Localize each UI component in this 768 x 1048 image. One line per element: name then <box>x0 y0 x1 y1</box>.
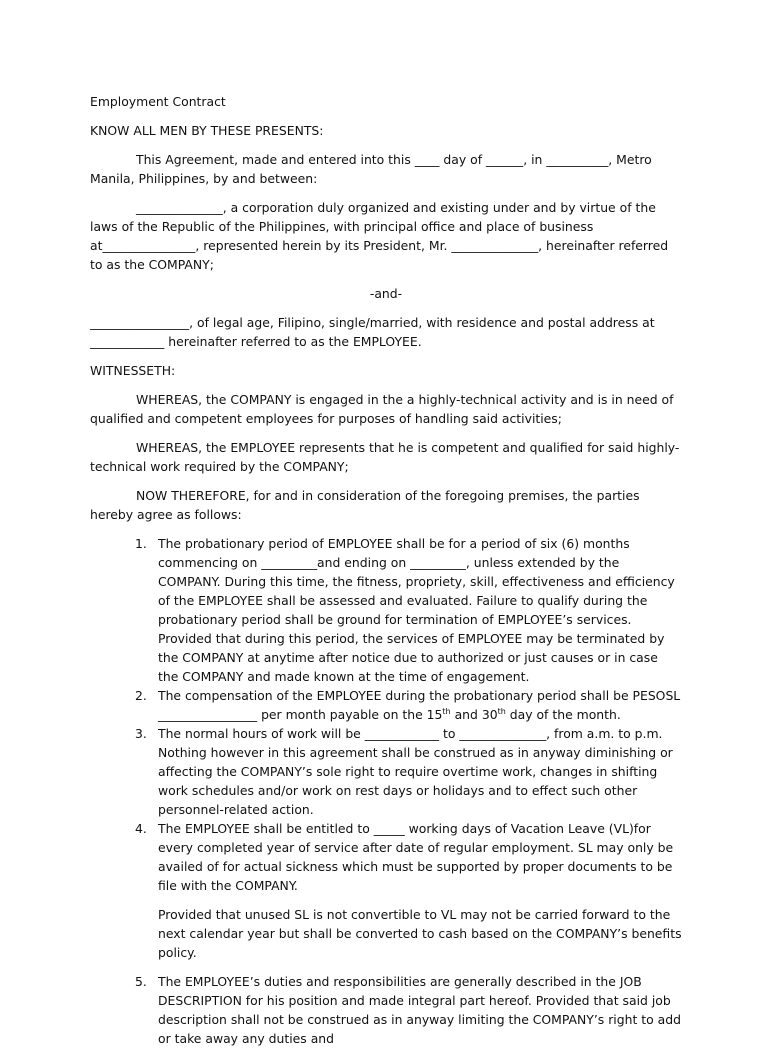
and-separator: -and- <box>369 286 403 301</box>
clause-text: The normal hours of work will be ____________ to ______________, from a.m. to p.m. Nothing however in this agreement shall be construed as in anyway diminishing or affecting the COMPANY’s sole right to require overtime work, changes in shifting work schedules and/or work on rest days or holidays and to effect such other personnel-related action. <box>158 726 673 817</box>
whereas-paragraph-2: WHEREAS, the EMPLOYEE represents that he is competent and qualified for said highly-technical work required by the COMPANY; <box>90 440 680 474</box>
clause-text <box>158 688 680 722</box>
clause-item-3 <box>90 724 682 819</box>
clause-number: 1. <box>135 536 147 551</box>
clause-item-1 <box>90 534 682 686</box>
clause-text-part: The compensation of the EMPLOYEE during the probationary period shall be PESOSL ________________ per month payable on the 15 <box>158 688 681 722</box>
clause-list-continued <box>90 972 682 1048</box>
clause-number: 2. <box>135 688 147 703</box>
clause-number: 4. <box>135 821 147 836</box>
whereas-paragraph-1: WHEREAS, the COMPANY is engaged in the a highly-technical activity and is in need of qualified and competent employees for purposes of handling said activities; <box>90 392 674 426</box>
clause-text: The EMPLOYEE’s duties and responsibilities are generally described in the JOB DESCRIPTION for his position and made integral part hereof. Provided that said job description shall not be construed as in anyway limiting the COMPANY’s right to add or take away any duties and <box>158 974 681 1046</box>
clause-item-2 <box>90 686 682 724</box>
agreement-paragraph: This Agreement, made and entered into this ____ day of ______, in __________, Metro Manila, Philippines, by and between: <box>90 152 652 186</box>
clause-item-5 <box>90 972 682 1048</box>
ordinal-suffix: th <box>442 706 451 716</box>
preamble: KNOW ALL MEN BY THESE PRESENTS: <box>90 123 324 138</box>
clause-list <box>90 534 682 895</box>
clause-item-4 <box>90 819 682 895</box>
document-body <box>90 92 682 1048</box>
document-title: Employment Contract <box>90 94 226 109</box>
clause-text: The EMPLOYEE shall be entitled to _____ working days of Vacation Leave (VL)for every completed year of service after date of regular employment. SL may only be availed of for actual sickness which must be supported by proper documents to be file with the COMPANY. <box>158 821 674 893</box>
clause-number: 3. <box>135 726 147 741</box>
employee-party-paragraph: ________________, of legal age, Filipino, single/married, with residence and postal address at ____________ hereinafter referred to as the EMPLOYEE. <box>90 315 655 349</box>
company-party-paragraph: ______________, a corporation duly organized and existing under and by virtue of the laws of the Republic of the Philippines, with principal office and place of business at_______________, represented herein by its President, Mr. ______________, hereinafter referred to as the COMPANY; <box>90 200 669 272</box>
now-therefore-paragraph: NOW THEREFORE, for and in consideration of the foregoing premises, the parties hereby agree as follows: <box>90 488 640 522</box>
clause-number: 5. <box>135 974 147 989</box>
clause-text: The probationary period of EMPLOYEE shall be for a period of six (6) months commencing on _________and ending on _________, unless extended by the COMPANY. During this time, the fitness, propriety, skill, effectiveness and efficiency of the EMPLOYEE shall be assessed and evaluated. Failure to qualify during the probationary period shall be ground for termination of EMPLOYEE’s services. Provided that during this period, the services of EMPLOYEE may be terminated by the COMPANY at anytime after notice due to authorized or just causes or in case the COMPANY and made known at the time of engagement. <box>158 536 675 684</box>
clause-text-part: day of the month. <box>505 707 621 722</box>
clause-text-part: and 30 <box>450 707 498 722</box>
ordinal-suffix: th <box>497 706 506 716</box>
clause-4-proviso: Provided that unused SL is not convertible to VL may not be carried forward to the next calendar year but shall be converted to cash based on the COMPANY’s benefits policy. <box>158 907 682 960</box>
witnesseth-heading: WITNESSETH: <box>90 363 176 378</box>
